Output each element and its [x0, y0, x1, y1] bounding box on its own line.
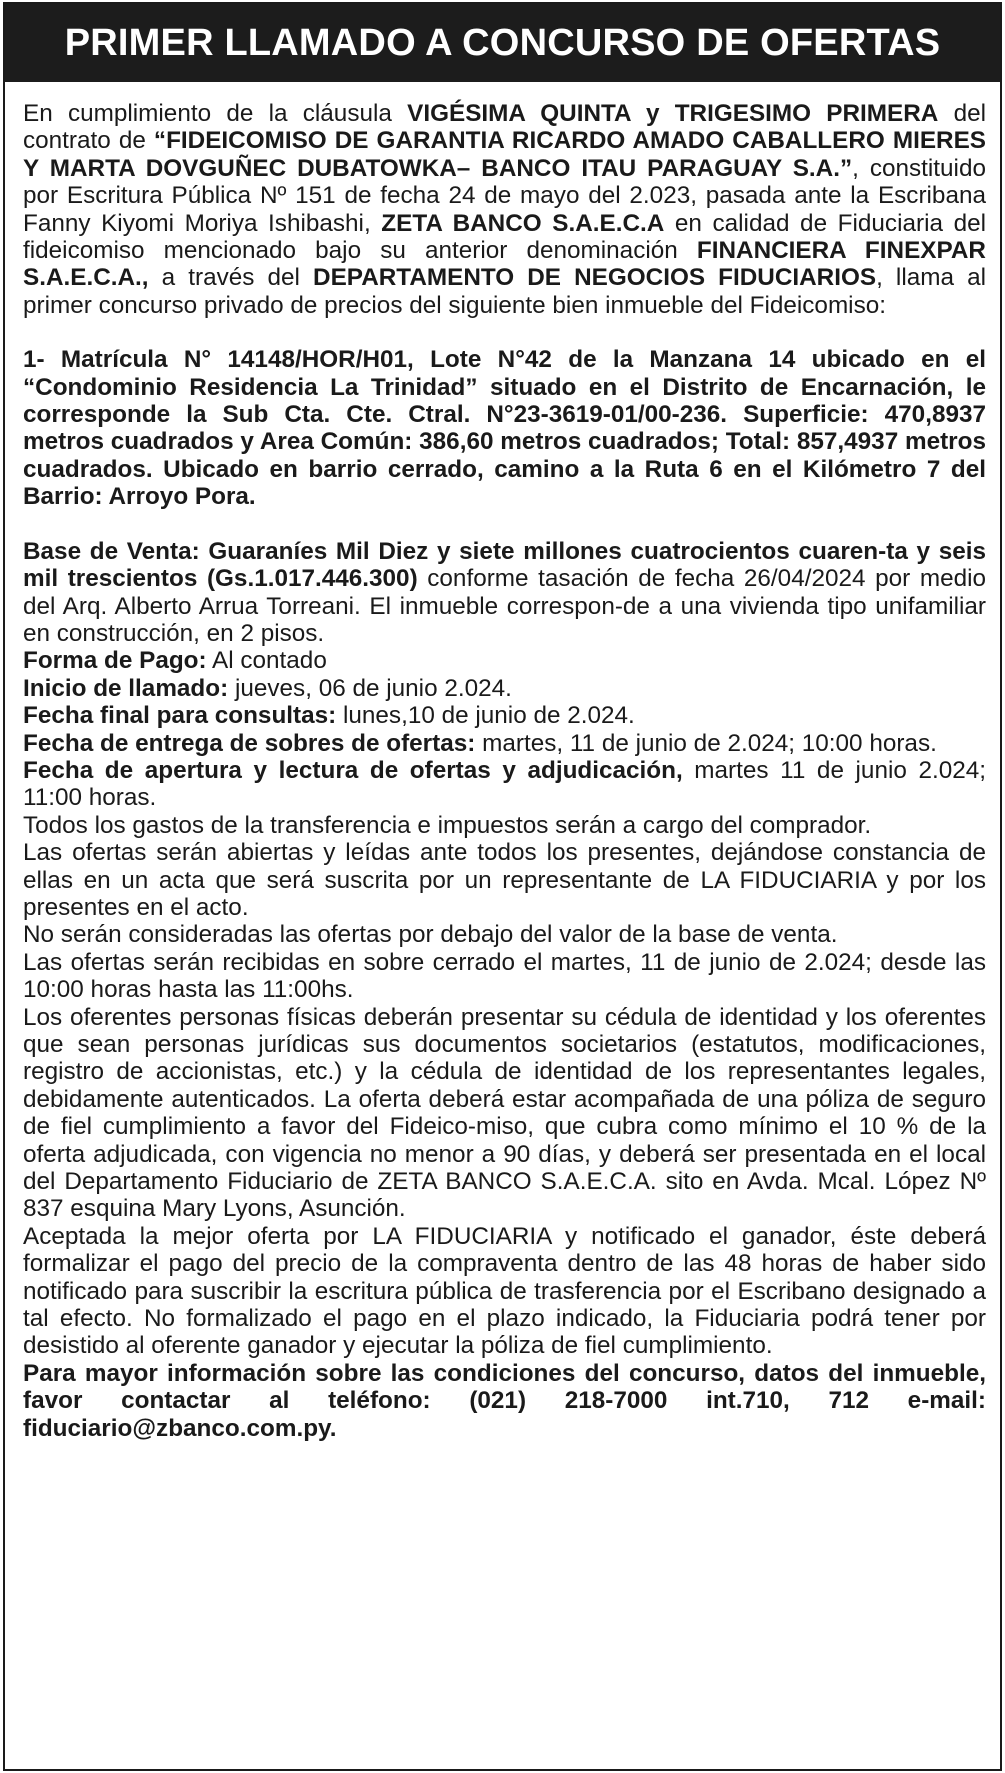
detail-value: jueves, 06 de junio 2.024. [228, 674, 512, 702]
intro-text-5: a través del [148, 264, 314, 292]
intro-bold-3: ZETA BANCO S.A.E.C.A [381, 209, 665, 237]
terms-paragraph: Aceptada la mejor oferta por LA FIDUCIARIA y notificado el ganador, éste deberá formalizar el pago del precio de la compraventa dentro de las 48 horas de haber sido notificado para suscribir la escritura pública de trasferencia por el Escribano designado a tal efecto. No formalizado el pago en el plazo indicado, la Fiduciaria podrá tener por desistido al oferente ganador y ejecutar la póliza de fiel cumplimiento. [23, 1222, 986, 1360]
detail-value: Al contado [206, 647, 327, 675]
detail-label: Inicio de llamado: [23, 674, 229, 702]
property-text: 1- Matrícula N° 14148/HOR/H01, Lote N°42 de la Manzana 14 ubicado en el “Condominio Residencia La Trinidad” situado en el Distrito de Encarnación, le corresponde la Sub Cta. Cte. Ctral. N°23-3619-01/00-236. Superficie: 470,8937 metros cuadrados y Area Común: 386,60 metros cuadrados; Total: 857,4937 metros cuadrados. Ubicado en barrio cerrado, camino a la Ruta 6 en el Kilómetro 7 del Barrio: Arroyo Pora. [23, 346, 986, 511]
detail-label: Fecha final para consultas: [23, 702, 337, 730]
notice-frame [3, 2, 1002, 1771]
detail-label: Fecha de apertura y lectura de ofertas y adjudicación, [23, 756, 683, 784]
intro-text-2: del contrato de [23, 100, 986, 155]
base-price-text: conforme tasación de fecha 26/04/2024 por medio del Arq. Alberto Arrua Torreani. El inmueble correspon-de a una vivienda tipo unifamiliar en construcción, en 2 pisos. [23, 565, 987, 647]
detail-payment [23, 647, 986, 674]
contact-text: Para mayor información sobre las condiciones del concurso, datos del inmueble, favor contactar al teléfono: (021) 218-7000 int.710, 712 e-mail: fiduciario@zbanco.com.py. [23, 1359, 986, 1442]
detail-value: lunes,10 de junio de 2.024. [336, 702, 635, 730]
intro-text-1: En cumplimiento de la cláusula [23, 100, 408, 127]
intro-text-3: , constituido por Escritura Pública Nº 151 de fecha 24 de mayo del 2.023, pasada ante la Escribana Fanny Kiyomi Moriya Ishibashi, [23, 154, 986, 237]
property-description [23, 346, 986, 510]
intro-bold-2: “FIDEICOMISO DE GARANTIA RICARDO AMADO CABALLERO MIERES Y MARTA DOVGUÑEC DUBATOWKA– BANCO ITAU PARAGUAY S.A.” [23, 127, 986, 182]
notice-body [23, 100, 986, 1442]
terms-paragraph: Las ofertas serán abiertas y leídas ante todos los presentes, dejándose constancia de ellas en un acta que será suscrita por un representante de LA FIDUCIARIA y por los presentes en el acto. [23, 839, 986, 921]
detail-value: martes, 11 de junio de 2.024; 10:00 horas. [475, 729, 937, 757]
intro-bold-1: VIGÉSIMA QUINTA y TRIGESIMO PRIMERA [407, 100, 939, 127]
intro-text-6: , llama al primer concurso privado de precios del siguiente bien inmueble del Fideicomiso: [23, 264, 987, 319]
terms-paragraph: No serán consideradas las ofertas por debajo del valor de la base de venta. [23, 921, 838, 949]
detail-label: Fecha de entrega de sobres de ofertas: [23, 729, 476, 757]
detail-value: martes 11 de junio 2.024; 11:00 horas. [23, 756, 986, 812]
detail-consult-deadline [23, 702, 986, 729]
contact-paragraph [23, 1360, 986, 1442]
intro-bold-4: FINANCIERA FINEXPAR S.A.E.C.A., [23, 237, 986, 292]
spacer [23, 511, 986, 538]
terms-paragraph: Los oferentes personas físicas deberán presentar su cédula de identidad y los oferentes que sean personas jurídicas sus documentos societarios (estatutos, modificaciones, registro de accionistas, etc.) y la cédula de identidad de los representantes legales, debidamente autenticados. La oferta deberá estar acompañada de una póliza de seguro de fiel cumplimiento a favor del Fideico-miso, que cubra como mínimo el 10 % de la oferta adjudicada, con vigencia no menor a 90 días, y deberá ser presentada en el local del Departamento Fiduciario de ZETA BANCO S.A.E.C.A. sito en Avda. Mcal. López Nº 837 esquina Mary Lyons, Asunción. [23, 1003, 986, 1223]
intro-bold-5: DEPARTAMENTO DE NEGOCIOS FIDUCIARIOS [313, 264, 877, 292]
intro-paragraph [23, 100, 986, 319]
detail-delivery [23, 730, 986, 757]
intro-text-4: en calidad de Fiduciaria del fideicomiso mencionado bajo su anterior denominación [23, 209, 986, 265]
base-price-label: Base de Venta: Guaraníes Mil Diez y siete millones cuatrocientos cuaren-ta y seis mil trescientos (Gs.1.017.446.300) [23, 537, 986, 593]
detail-start [23, 675, 986, 702]
base-price-paragraph [23, 538, 986, 648]
terms-paragraph: Las ofertas serán recibidas en sobre cerrado el martes, 11 de junio de 2.024; desde las 10:00 horas hasta las 11:00hs. [23, 948, 986, 1004]
notice-title: PRIMER LLAMADO A CONCURSO DE OFERTAS [5, 4, 1000, 82]
detail-label: Forma de Pago: [23, 647, 207, 675]
terms-paragraph: Todos los gastos de la transferencia e impuestos serán a cargo del comprador. [23, 811, 872, 839]
spacer [23, 319, 986, 346]
detail-opening [23, 757, 986, 812]
